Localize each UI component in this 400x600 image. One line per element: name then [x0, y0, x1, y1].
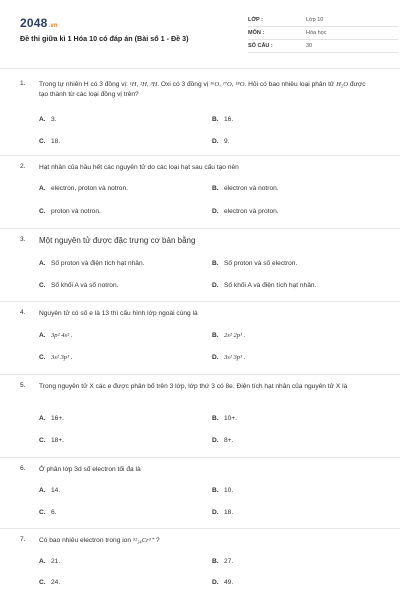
- meta-value: Lớp 10: [306, 17, 324, 23]
- meta-row-class: [248, 14, 398, 27]
- option-d[interactable]: D. 8+.: [212, 437, 234, 444]
- option-b[interactable]: B. Số proton và số electron.: [212, 260, 298, 267]
- option-c[interactable]: C. 6.: [39, 509, 57, 516]
- question-3: [20, 236, 382, 298]
- option-c[interactable]: C. 3s² 3p¹ .: [39, 354, 73, 361]
- question-text: Ở phân lớp 3d số electron tối đa là: [39, 466, 141, 473]
- question-number: 7.: [20, 536, 26, 543]
- option-a[interactable]: A. 3.: [39, 116, 57, 123]
- meta-label: MÔN :: [248, 30, 265, 36]
- question-5: [20, 382, 382, 456]
- question-1: [20, 80, 382, 150]
- question-2: [20, 163, 382, 225]
- option-c[interactable]: C. 18.: [39, 138, 61, 145]
- question-number: 2.: [20, 163, 26, 170]
- option-c[interactable]: C. 18+.: [39, 437, 65, 444]
- divider: [0, 68, 400, 69]
- meta-label: LỚP :: [248, 17, 263, 23]
- page-header: [20, 14, 382, 60]
- question-text: Hạt nhân của hầu hết các nguyên tử do các loại hạt sau cấu tạo nên: [39, 164, 239, 171]
- divider: [0, 228, 400, 229]
- divider: [0, 155, 400, 156]
- option-a[interactable]: A. 3p² 4s² .: [39, 332, 73, 339]
- question-text: Trong tự nhiên H có 3 đồng vị: ¹H, ²H, ³H. Oxi có 3 đồng vị ¹⁶O, ¹⁷O, ¹⁸O. Hỏi có bao nhiêu loại phân tử H₂O được tạo thành từ các loại đồng vị trên?: [39, 81, 366, 98]
- option-b[interactable]: B. 2s² 2p¹ .: [212, 332, 246, 339]
- option-d[interactable]: D. electron và proton.: [212, 208, 279, 215]
- option-d[interactable]: D. Số khối A và điện tích hạt nhân.: [212, 282, 317, 289]
- option-d[interactable]: D. 49.: [212, 579, 234, 586]
- option-c[interactable]: C. Số khối A và số notron.: [39, 282, 119, 289]
- option-c[interactable]: C. 24.: [39, 579, 61, 586]
- option-d[interactable]: D. 18.: [212, 509, 234, 516]
- option-a[interactable]: A. 21.: [39, 558, 61, 565]
- divider: [0, 528, 400, 529]
- option-b[interactable]: B. 10.: [212, 487, 234, 494]
- site-logo[interactable]: [20, 16, 58, 30]
- option-c[interactable]: C. proton và notron.: [39, 208, 101, 215]
- divider: [0, 374, 400, 375]
- option-a[interactable]: A. Số proton và điện tích hạt nhân.: [39, 260, 145, 267]
- question-7: [20, 536, 382, 596]
- option-d[interactable]: D. 9.: [212, 138, 230, 145]
- logo-suffix: .vn: [48, 23, 58, 29]
- question-number: 6.: [20, 465, 26, 472]
- question-4: [20, 309, 382, 371]
- option-a[interactable]: A. 14.: [39, 487, 61, 494]
- meta-row-subject: [248, 27, 398, 40]
- divider: [0, 457, 400, 458]
- option-a[interactable]: A. electron, proton và notron.: [39, 185, 128, 192]
- option-a[interactable]: A. 16+.: [39, 415, 65, 422]
- divider: [0, 301, 400, 302]
- logo-main: 2048: [20, 16, 48, 30]
- option-b[interactable]: B. 27.: [212, 558, 234, 565]
- option-b[interactable]: B. 10+.: [212, 415, 238, 422]
- exam-title: Đề thi giữa kì 1 Hóa 10 có đáp án (Bài số 1 - Đề 3): [20, 34, 189, 43]
- meta-value: 30: [306, 43, 313, 49]
- question-number: 1.: [20, 80, 26, 87]
- question-number: 5.: [20, 382, 26, 389]
- question-text: Trong nguyên tử X các e được phân bố trên 3 lớp, lớp thứ 3 có 8e. Điện tích hạt nhân của nguyên tử X là: [39, 383, 348, 390]
- meta-value: Hóa học: [306, 30, 327, 36]
- option-b[interactable]: B. electron và notron.: [212, 185, 279, 192]
- option-d[interactable]: D. 3s² 3p³ .: [212, 354, 246, 361]
- question-number: 4.: [20, 309, 26, 316]
- exam-meta: [248, 14, 398, 53]
- question-text: Có bao nhiêu electron trong ion ⁵²₂₄Cr³⁺ ?: [39, 537, 160, 544]
- question-text: Nguyên tử có số e là 13 thì cấu hình lớp ngoài cùng là: [39, 310, 198, 317]
- meta-row-count: [248, 40, 398, 53]
- question-number: 3.: [20, 236, 26, 243]
- option-b[interactable]: B. 16.: [212, 116, 234, 123]
- ion-formula: ⁵²₂₄Cr³⁺: [132, 537, 155, 544]
- question-6: [20, 465, 382, 527]
- question-text: Một nguyên tử được đặc trưng cơ bản bằng: [39, 236, 196, 245]
- meta-label: SỐ CÂU :: [248, 43, 273, 49]
